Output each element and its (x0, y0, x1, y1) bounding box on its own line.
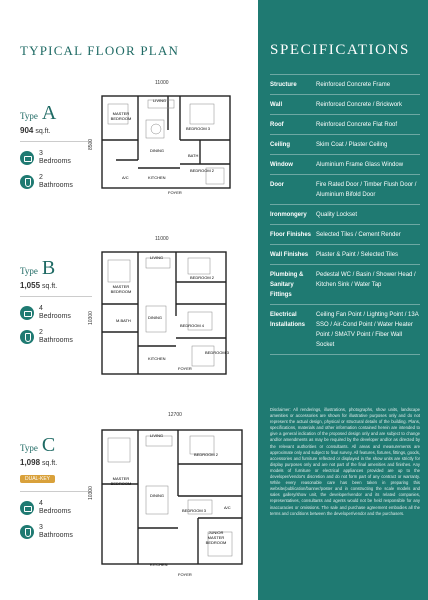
room-bed3: BEDROOM 3 (186, 126, 211, 131)
room-master: MASTER BEDROOM (110, 111, 132, 121)
plan-c-drawing (96, 422, 246, 582)
type-c-bathrooms: 3 Bathrooms (20, 524, 92, 540)
room-kitchen-c: KITCHEN (150, 562, 168, 567)
room-bed3-b: BEDROOM 3 (205, 350, 230, 355)
room-master-c: MASTER BEDROOM (110, 476, 132, 486)
plan-b-drawing (96, 246, 238, 378)
type-c-info (20, 434, 92, 540)
type-b-bathrooms: 2 Bathrooms (20, 329, 92, 345)
spec-row: Wall Reinforced Concrete / Brickwork (270, 94, 420, 114)
spec-row: Plumbing & Sanitary Fittings Pedestal WC / Basin / Shower Head / Kitchen Sink / Water Tap (270, 264, 420, 304)
spec-row: Wall Finishes Plaster & Paint / Selected Tiles (270, 244, 420, 264)
type-a-info (20, 102, 92, 190)
room-living-c: LIVING (150, 433, 164, 438)
plan-a-height-dim: 8500 (88, 138, 94, 150)
spec-row: Ceiling Skim Coat / Plaster Ceiling (270, 134, 420, 154)
type-b-info (20, 257, 92, 345)
spec-row: Electrical Installations Ceiling Fan Point / Lighting Point / 13A SSO / Air-Cond Point / Water Heater Point / SMATV Point / Fiber Wall Socket (270, 304, 420, 355)
room-living: LIVING (153, 98, 167, 103)
room-kitchen-b: KITCHEN (148, 356, 166, 361)
spec-row: Ironmongery Quality Lockset (270, 204, 420, 224)
room-kitchen: KITCHEN (148, 175, 166, 180)
plan-a-drawing (96, 90, 238, 198)
bath-icon (20, 525, 34, 539)
room-master-b: MASTER BEDROOM (110, 284, 132, 294)
type-a-bedrooms: 3 Bedrooms (20, 150, 92, 166)
type-c-bedrooms: 4 Bedrooms (20, 500, 92, 516)
spec-row: Window Aluminium Frame Glass Window (270, 154, 420, 174)
bed-icon (20, 501, 34, 515)
room-junior-c: JUNIOR MASTER BEDROOM (205, 530, 227, 545)
bed-icon (20, 306, 34, 320)
disclaimer-text: Disclaimer: All renderings, illustrations, photographs, show units, landscape amenities or accessories are shown for illustrative purposes only and do not represent the actual design, physical or structural details of the building. Plans, specifications, materials and other information contained herein are intended to give a general indication of the proposed design only and are subject to change and/or amendments as may be required by the developer and/or as directed by the relevant authorities or consultants. All areas and measurements are approximate only and subject to final survey. All features, fixtures, fittings, goods, accessories and furniture reflected or displayed in the show units are strictly for display purposes only and are not part of the final amenities and finishes. Any models of furniture or electrical appliances provided are up to the developer/vendor's discretion and do not form part of any contract or warranty. While every reasonable care has been taken in preparing this website/publication/banner/poster and in constructing the scale models and sales gallery/show unit, the developer/vendor and its related companies, representatives, consultants and agents would not be held responsible for any inaccuracies or omissions. The sale and purchase agreement embodies all the terms and conditions between the developer/vendor and the purchasers. (270, 407, 420, 516)
room-foyer-b: FOYER (178, 366, 192, 371)
room-dining-b: DINING (148, 315, 162, 320)
type-a-name: Type A (20, 102, 57, 124)
divider (20, 141, 92, 142)
room-bed2: BEDROOM 2 (190, 168, 215, 173)
bed-icon (20, 151, 34, 165)
room-bed3-c: BEDROOM 3 (182, 508, 207, 513)
specifications-table (270, 74, 420, 355)
type-a-bathrooms: 2 Bathrooms (20, 174, 92, 190)
room-foyer-c: FOYER (178, 572, 192, 577)
specifications-panel (258, 0, 428, 600)
spec-row: Floor Finishes Selected Tiles / Cement Render (270, 224, 420, 244)
type-b-bedrooms: 4 Bedrooms (20, 305, 92, 321)
type-b-name: Type B (20, 257, 56, 279)
bath-icon (20, 330, 34, 344)
type-a-size: 904 sq.ft. (20, 126, 51, 135)
room-bath: BATH (188, 153, 199, 158)
bath-icon (20, 175, 34, 189)
room-mbath-b: M.BATH (116, 318, 131, 323)
room-living-b: LIVING (150, 255, 164, 260)
plan-b-width-dim: 11000 (155, 236, 169, 242)
room-dining: DINING (150, 148, 164, 153)
spec-row: Roof Reinforced Concrete Flat Roof (270, 114, 420, 134)
plan-c-height-dim: 10300 (88, 486, 94, 500)
room-dining-c: DINING (150, 493, 164, 498)
room-bed4-b: BEDROOM 4 (180, 323, 205, 328)
spec-row: Door Fire Rated Door / Timber Flush Door / Aluminium Bifold Door (270, 174, 420, 204)
spec-row: Structure Reinforced Concrete Frame (270, 74, 420, 94)
dual-key-badge: DUAL-KEY (20, 475, 55, 483)
plan-a-width-dim: 11000 (155, 80, 169, 86)
specifications-title: SPECIFICATIONS (270, 42, 410, 58)
room-foyer: FOYER (168, 190, 182, 195)
type-c-name: Type C (20, 434, 56, 456)
plan-b-height-dim: 10300 (88, 311, 94, 325)
type-c-size: 1,098 sq.ft. (20, 458, 58, 467)
room-ac-c: A/C (224, 505, 231, 510)
divider (20, 491, 92, 492)
divider (20, 296, 92, 297)
plan-c-width-dim: 12700 (168, 412, 182, 418)
room-bed2-b: BEDROOM 2 (190, 275, 215, 280)
room-bed2-c: BEDROOM 2 (194, 452, 219, 457)
room-ac: A/C (122, 175, 129, 180)
page-title: TYPICAL FLOOR PLAN (20, 43, 180, 58)
type-b-size: 1,055 sq.ft. (20, 281, 58, 290)
